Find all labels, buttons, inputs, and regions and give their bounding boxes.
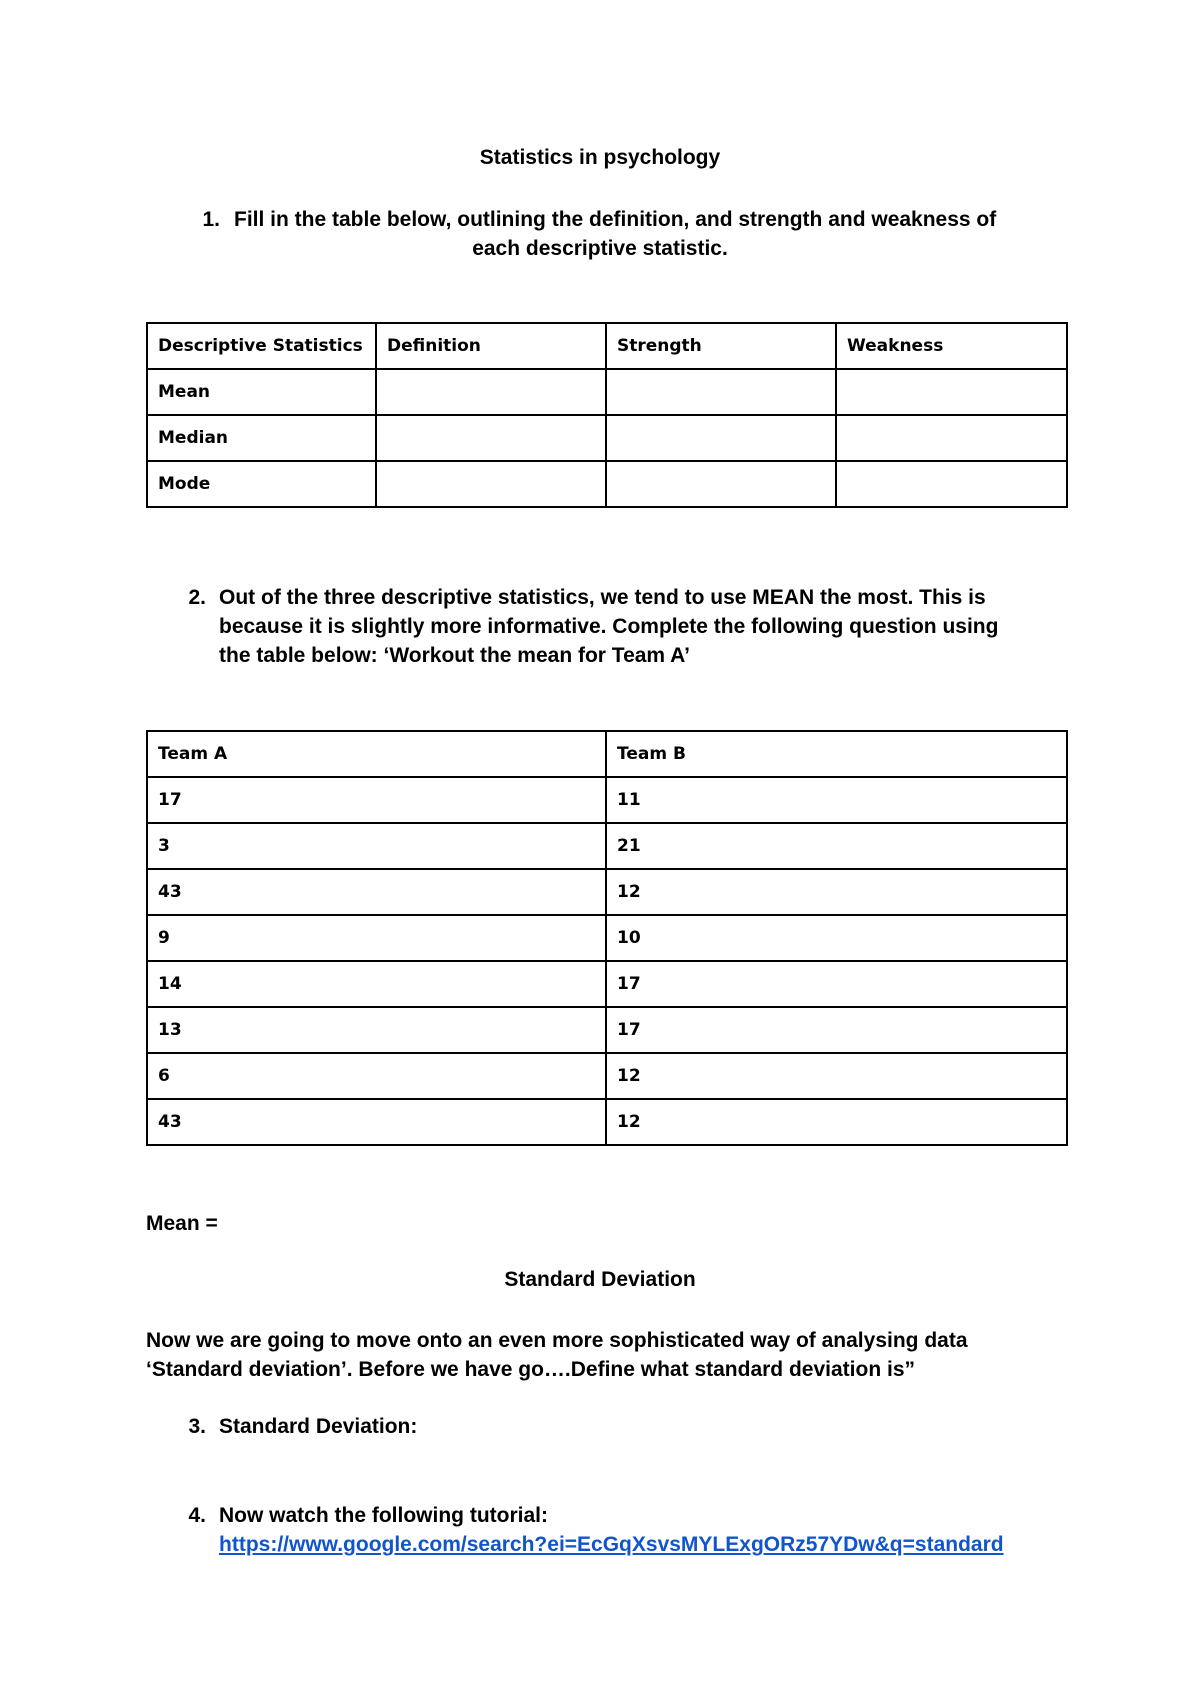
table-header-row (147, 323, 1067, 369)
question-4 (0, 1501, 1200, 1559)
tutorial-link[interactable]: https://www.google.com/search?ei=EcGqXsvsMYLExgORz57YDw&q=standard (219, 1533, 1004, 1556)
question-2-line-1: Out of the three descriptive statistics, we tend to use MEAN the most. This is (219, 586, 986, 609)
row-label-median: Median (147, 415, 376, 461)
header-team-a: Team A (147, 731, 606, 777)
median-strength-cell[interactable] (606, 415, 836, 461)
table-row (147, 369, 1067, 415)
team-b-value: 21 (606, 823, 1067, 869)
question-1-line-2: each descriptive statistic. (472, 237, 728, 260)
header-definition: Definition (376, 323, 606, 369)
question-3-number: 3. (188, 1415, 206, 1438)
team-a-value: 3 (147, 823, 606, 869)
question-1-line-1: Fill in the table below, outlining the definition, and strength and weakness of (234, 208, 997, 231)
mean-strength-cell[interactable] (606, 369, 836, 415)
table-row (147, 823, 1067, 869)
table-row (147, 415, 1067, 461)
question-1-number: 1. (202, 208, 220, 231)
question-2-line-2: because it is slightly more informative. Complete the following question using (219, 615, 999, 638)
intro-line-1: Now we are going to move onto an even more sophisticated way of analysing data (146, 1329, 968, 1352)
question-4-text: Now watch the following tutorial: (219, 1504, 548, 1527)
mode-weakness-cell[interactable] (836, 461, 1067, 507)
header-weakness: Weakness (836, 323, 1067, 369)
question-3-text: Standard Deviation: (219, 1415, 418, 1438)
table-row (147, 1007, 1067, 1053)
table-row (147, 961, 1067, 1007)
mode-definition-cell[interactable] (376, 461, 606, 507)
team-b-value: 17 (606, 1007, 1067, 1053)
median-definition-cell[interactable] (376, 415, 606, 461)
team-a-value: 13 (147, 1007, 606, 1053)
table-row (147, 777, 1067, 823)
team-a-value: 43 (147, 1099, 606, 1145)
team-b-value: 12 (606, 869, 1067, 915)
table-row (147, 461, 1067, 507)
standard-deviation-heading: Standard Deviation (504, 1268, 696, 1291)
team-a-value: 17 (147, 777, 606, 823)
page-title: Statistics in psychology (479, 146, 721, 169)
table-row (147, 869, 1067, 915)
question-4-number: 4. (188, 1504, 206, 1527)
team-b-value: 12 (606, 1099, 1067, 1145)
header-descriptive-statistics: Descriptive Statistics (147, 323, 376, 369)
mean-definition-cell[interactable] (376, 369, 606, 415)
team-b-value: 10 (606, 915, 1067, 961)
mean-answer-label: Mean = (146, 1212, 218, 1235)
team-b-value: 11 (606, 777, 1067, 823)
header-strength: Strength (606, 323, 836, 369)
median-weakness-cell[interactable] (836, 415, 1067, 461)
intro-line-2: ‘Standard deviation’. Before we have go….Define what standard deviation is” (146, 1358, 915, 1381)
team-b-value: 12 (606, 1053, 1067, 1099)
team-b-value: 17 (606, 961, 1067, 1007)
descriptive-statistics-table (146, 322, 1068, 508)
team-a-value: 43 (147, 869, 606, 915)
header-team-b: Team B (606, 731, 1067, 777)
row-label-mean: Mean (147, 369, 376, 415)
team-a-value: 9 (147, 915, 606, 961)
table-header-row (147, 731, 1067, 777)
standard-deviation-intro (146, 1326, 1066, 1384)
table-row (147, 1053, 1067, 1099)
team-a-value: 14 (147, 961, 606, 1007)
mode-strength-cell[interactable] (606, 461, 836, 507)
table-row (147, 1099, 1067, 1145)
team-scores-table (146, 730, 1068, 1146)
question-3 (0, 1412, 1200, 1441)
question-2-line-3: the table below: ‘Workout the mean for Team A’ (219, 644, 691, 667)
question-2-number: 2. (188, 586, 206, 609)
mean-weakness-cell[interactable] (836, 369, 1067, 415)
team-a-value: 6 (147, 1053, 606, 1099)
table-row (147, 915, 1067, 961)
row-label-mode: Mode (147, 461, 376, 507)
